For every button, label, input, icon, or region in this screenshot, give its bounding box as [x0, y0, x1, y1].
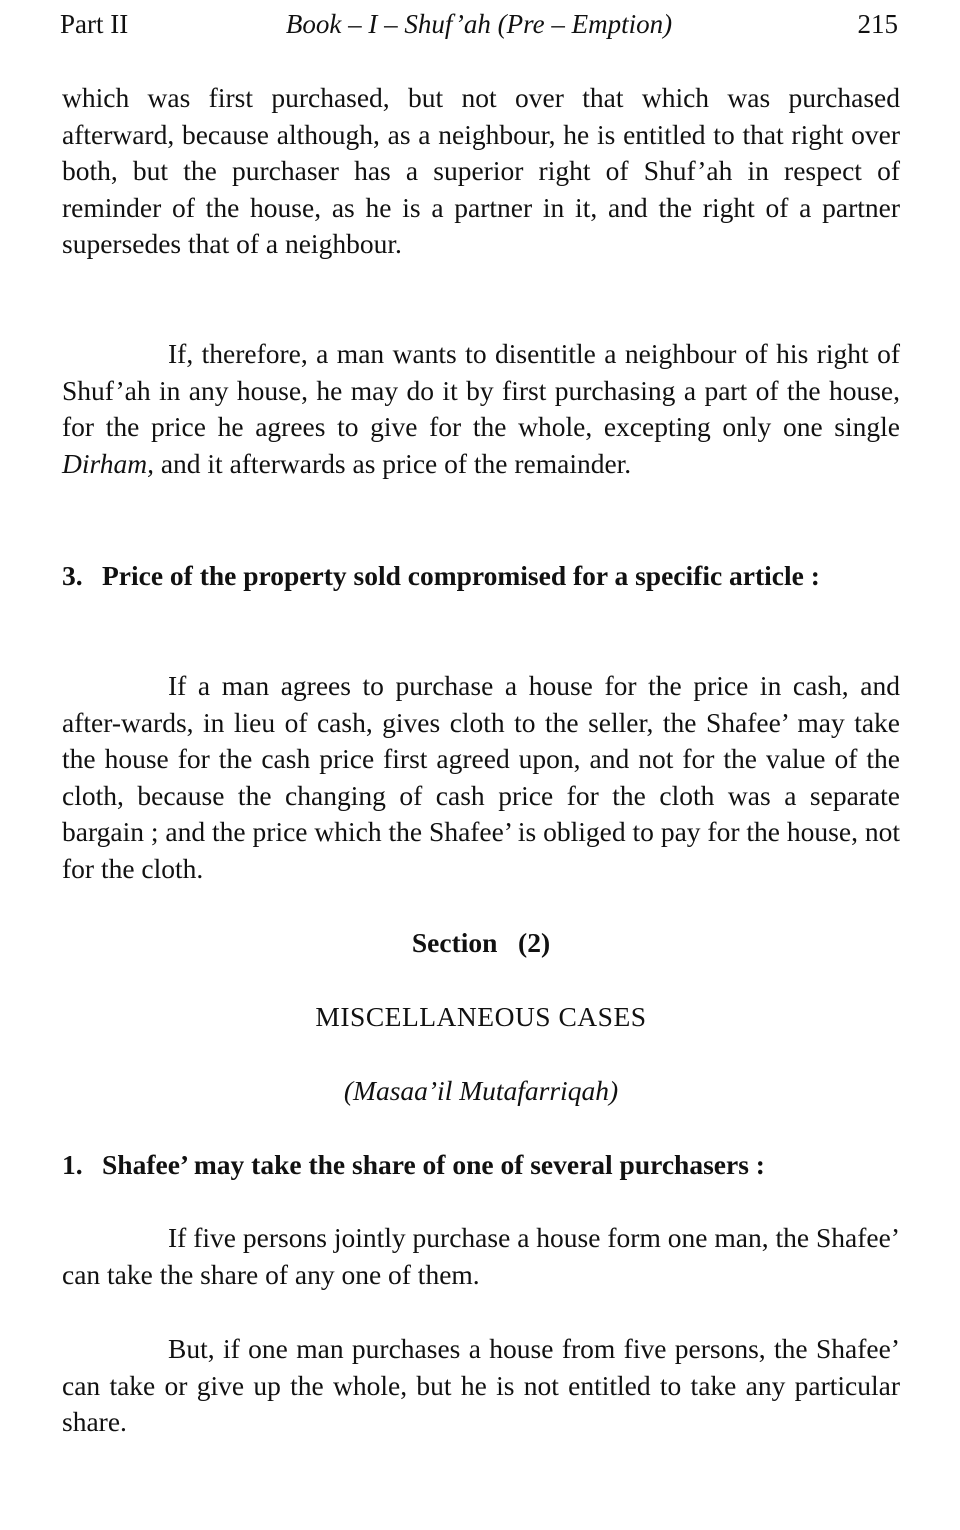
- heading-3-text: Price of the property sold compromised for a specific article :: [102, 560, 820, 591]
- heading-1-text: Shafee’ may take the share of one of several purchasers :: [102, 1149, 765, 1180]
- heading-1-number: 1.: [62, 1149, 83, 1180]
- paragraph-continuation: [62, 80, 900, 263]
- section-heading-block: [62, 925, 900, 962]
- paragraph-3: If a man agrees to purchase a house for the price in cash, and after-wards, in lieu of cash, gives cloth to the seller, the Shafee’ may take the house for the cash price first agreed upon, and not for the value of the cloth, because the changing of cash price for the cloth was a separate bargain ; and the price which the Shafee’ is obliged to pay for the house, not for the cloth.: [62, 670, 900, 884]
- paragraph-5: But, if one man purchases a house from five persons, the Shafee’ can take or give up the whole, but he is not entitled to take any particular share.: [62, 1333, 900, 1438]
- section-subtitle: MISCELLANEOUS CASES: [315, 1001, 647, 1032]
- section-transliteration: (Masaa’il Mutafarriqah): [343, 1075, 619, 1106]
- heading-3: [62, 558, 900, 595]
- book-title: Book – I – Shuf’ah (Pre – Emption): [285, 9, 673, 39]
- paragraph-one-man: [62, 1331, 900, 1441]
- paragraph-4: If five persons jointly purchase a house form one man, the Shafee’ can take the share of any one of them.: [62, 1222, 900, 1290]
- paragraph-1: which was first purchased, but not over that which was purchased afterward, because although, as a neighbour, he is entitled to that right over both, but the purchaser has a superior right of Shuf’ah in respect of reminder of the house, as he is a partner in it, and the right of a partner supersedes that of a neighbour.: [62, 82, 900, 260]
- paragraph-2: If, therefore, a man wants to disentitle a neighbour of his right of Shuf’ah in any house, he may do it by first purchasing a part of the house, for the price he agrees to give for the whole, excepting only one single Dirham, and it afterwards as price of the remainder.: [62, 338, 900, 479]
- term-dirham: Dirham,: [62, 447, 154, 479]
- section-title: Section (2): [411, 927, 551, 958]
- page-number: 215: [857, 9, 898, 39]
- paragraph-disentitle: [62, 336, 900, 482]
- heading-1: [62, 1147, 900, 1184]
- paragraph-cash-price: [62, 668, 900, 888]
- heading-3-number: 3.: [62, 560, 83, 591]
- paragraph-five-persons: [62, 1220, 900, 1293]
- running-header: [60, 4, 898, 44]
- part-label: Part II: [60, 9, 129, 39]
